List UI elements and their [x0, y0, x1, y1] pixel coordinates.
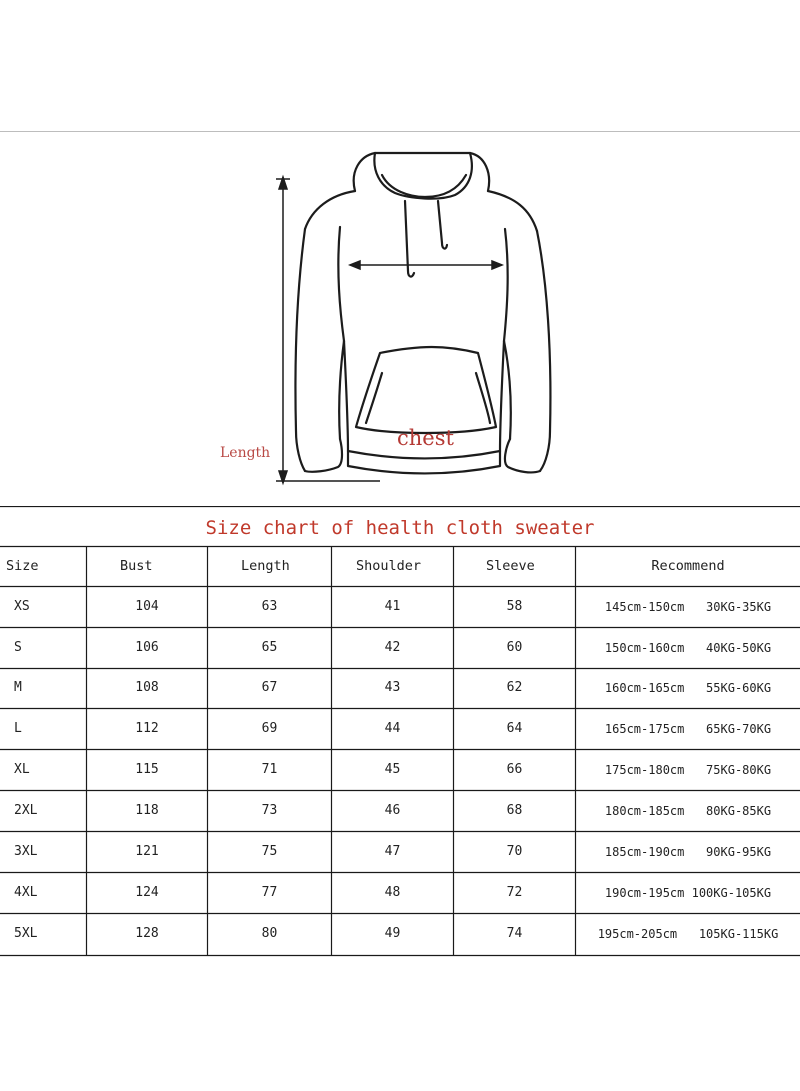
- header-shoulder: Shoulder: [356, 558, 422, 574]
- bust-cell: 118: [135, 803, 159, 818]
- size-cell: 2XL: [14, 803, 38, 818]
- length-cell: 69: [261, 721, 278, 736]
- table-title: Size chart of health cloth sweater: [205, 517, 595, 539]
- length-cell: 63: [261, 599, 278, 614]
- length-cell: 73: [261, 803, 278, 818]
- bust-cell: 108: [135, 680, 159, 695]
- size-cell: XL: [14, 762, 30, 777]
- shoulder-cell: 44: [384, 721, 401, 736]
- header-length: Length: [241, 558, 290, 574]
- header-sleeve: Sleeve: [486, 558, 535, 574]
- length-cell: 67: [261, 680, 278, 695]
- shoulder-cell: 47: [384, 844, 401, 859]
- shoulder-cell: 41: [384, 599, 401, 614]
- sleeve-cell: 68: [506, 803, 523, 818]
- table-row: [0, 628, 800, 669]
- table-row: [0, 709, 800, 750]
- size-cell: 5XL: [14, 926, 38, 941]
- size-cell: 3XL: [14, 844, 38, 859]
- sleeve-cell: 66: [506, 762, 523, 777]
- table-row: [0, 791, 800, 832]
- sleeve-cell: 64: [506, 721, 523, 736]
- recommend-cell: 190cm-195cm 100KG-105KG: [604, 886, 772, 900]
- bust-cell: 115: [135, 762, 159, 777]
- recommend-cell: 185cm-190cm 90KG-95KG: [604, 845, 772, 859]
- header-row: [0, 546, 800, 587]
- shoulder-cell: 49: [384, 926, 401, 941]
- header-bust: Bust: [120, 558, 153, 574]
- table-row: [0, 750, 800, 791]
- header-size: Size: [6, 558, 39, 574]
- recommend-cell: 165cm-175cm 65KG-70KG: [604, 722, 772, 736]
- bust-cell: 104: [135, 599, 159, 614]
- sleeve-cell: 62: [506, 680, 523, 695]
- sleeve-cell: 58: [506, 599, 523, 614]
- bust-cell: 106: [135, 640, 159, 655]
- size-cell: S: [14, 640, 22, 655]
- sleeve-cell: 60: [506, 640, 523, 655]
- length-cell: 65: [261, 640, 278, 655]
- header-recommend: Recommend: [651, 558, 725, 574]
- sleeve-cell: 74: [506, 926, 523, 941]
- recommend-cell: 195cm-205cm 105KG-115KG: [597, 927, 779, 941]
- table-row: [0, 873, 800, 914]
- table-row: [0, 587, 800, 628]
- table-row: [0, 668, 800, 709]
- bust-cell: 121: [135, 844, 159, 859]
- recommend-cell: 145cm-150cm 30KG-35KG: [604, 600, 772, 614]
- size-cell: L: [14, 721, 22, 736]
- shoulder-cell: 48: [384, 885, 401, 900]
- table-row: [0, 832, 800, 873]
- length-cell: 80: [261, 926, 278, 941]
- size-cell: M: [14, 680, 22, 695]
- length-cell: 75: [261, 844, 278, 859]
- length-label: Length: [220, 445, 271, 461]
- bust-cell: 128: [135, 926, 159, 941]
- size-cell: XS: [14, 599, 30, 614]
- recommend-cell: 175cm-180cm 75KG-80KG: [604, 763, 772, 777]
- bust-cell: 112: [135, 721, 159, 736]
- sleeve-cell: 72: [506, 885, 523, 900]
- sleeve-cell: 70: [506, 844, 523, 859]
- length-cell: 77: [261, 885, 278, 900]
- chest-label: chest: [397, 426, 454, 450]
- length-cell: 71: [261, 762, 278, 777]
- bust-cell: 124: [135, 885, 159, 900]
- shoulder-cell: 42: [384, 640, 401, 655]
- shoulder-cell: 45: [384, 762, 401, 777]
- hoodie-diagram: [0, 131, 800, 506]
- recommend-cell: 150cm-160cm 40KG-50KG: [604, 641, 772, 655]
- recommend-cell: 180cm-185cm 80KG-85KG: [604, 804, 772, 818]
- table-row: [0, 914, 800, 955]
- size-cell: 4XL: [14, 885, 38, 900]
- shoulder-cell: 46: [384, 803, 401, 818]
- recommend-cell: 160cm-165cm 55KG-60KG: [604, 681, 772, 695]
- shoulder-cell: 43: [384, 680, 401, 695]
